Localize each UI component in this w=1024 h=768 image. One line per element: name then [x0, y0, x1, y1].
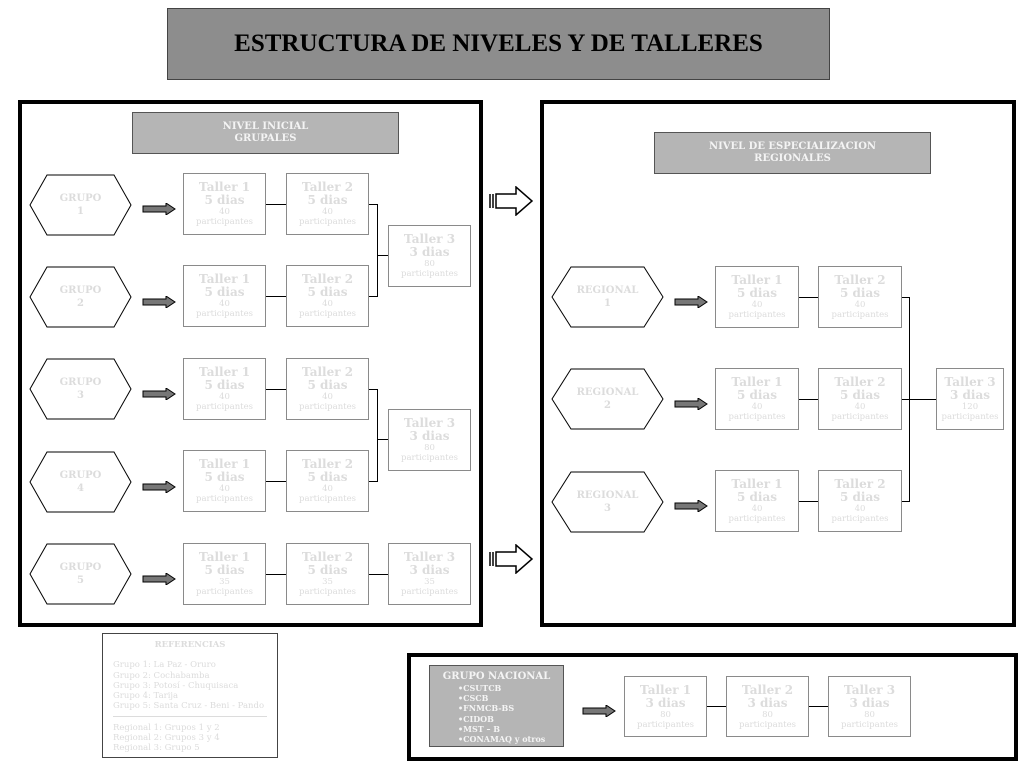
specialization-level-header-line2: REGIONALES — [754, 153, 831, 164]
workshop-count: 80 — [424, 443, 435, 453]
workshop-count: 40 — [854, 402, 866, 412]
workshop-days: 3 dias — [409, 429, 450, 443]
workshop-box — [183, 450, 266, 512]
workshop-unit: participantes — [941, 412, 999, 422]
workshop-box — [388, 409, 471, 471]
connector-line — [266, 389, 286, 390]
workshop-box — [818, 368, 902, 430]
workshop-count: 80 — [864, 709, 875, 720]
workshop-box — [624, 676, 707, 737]
group-label-line1: GRUPO — [59, 562, 102, 573]
group-label — [29, 358, 132, 420]
level-transition-arrow-icon — [489, 186, 534, 216]
group-label-line1: GRUPO — [59, 285, 102, 296]
connector-line — [368, 574, 388, 575]
workshop-box — [183, 173, 266, 235]
workshop-count: 120 — [961, 402, 979, 412]
workshop-name: Taller 2 — [741, 682, 794, 697]
references-title: REFERENCIAS — [154, 640, 226, 650]
workshop-days: 5 dias — [736, 490, 777, 504]
workshop-unit: participantes — [401, 269, 458, 279]
workshop-days: 3 dias — [747, 695, 788, 710]
workshop-box — [286, 265, 369, 327]
workshop-count: 40 — [219, 207, 230, 217]
workshop-unit: participantes — [299, 494, 356, 504]
workshop-count: 35 — [219, 577, 230, 587]
workshop-unit: participantes — [299, 217, 356, 227]
workshop-count: 80 — [424, 259, 435, 269]
initial-level-header-line2: GRUPALES — [234, 133, 297, 144]
workshop-name: Taller 2 — [301, 180, 354, 194]
workshop-count: 40 — [219, 299, 230, 309]
workshop-days: 5 dias — [204, 563, 245, 577]
workshop-count: 80 — [762, 709, 773, 720]
workshop-box — [286, 173, 369, 235]
regional-label — [551, 368, 664, 430]
bracket-line — [377, 255, 388, 256]
workshop-box — [726, 676, 809, 737]
workshop-name: Taller 1 — [731, 375, 783, 389]
workshop-days: 5 dias — [204, 285, 245, 299]
workshop-days: 5 dias — [307, 563, 348, 577]
workshop-count: 40 — [322, 392, 333, 402]
bracket-line — [377, 204, 378, 297]
national-group-box — [429, 665, 564, 747]
workshop-name: Taller 2 — [301, 365, 354, 379]
connector-line — [266, 574, 286, 575]
workshop-box — [388, 543, 471, 605]
flow-arrow-icon — [142, 481, 176, 493]
workshop-box — [286, 543, 369, 605]
bracket-line — [901, 399, 936, 400]
workshop-name: Taller 3 — [403, 416, 456, 430]
workshop-unit: participantes — [831, 514, 889, 524]
regional-label-line2: 1 — [604, 298, 611, 309]
group-label-line1: GRUPO — [59, 377, 102, 388]
national-member: •FNMCB-BS — [458, 703, 515, 714]
reference-item: Regional 2: Grupos 3 y 4 — [113, 733, 220, 744]
group-label-line2: 5 — [77, 575, 84, 586]
reference-item: Grupo 5: Santa Cruz - Beni - Pando — [113, 701, 265, 712]
workshop-unit: participantes — [196, 309, 253, 319]
flow-arrow-icon — [582, 705, 616, 717]
workshop-count: 40 — [322, 299, 333, 309]
regional-label-line1: REGIONAL — [576, 285, 639, 296]
workshop-name: Taller 1 — [639, 682, 692, 697]
workshop-count: 40 — [219, 484, 230, 494]
workshop-box — [183, 265, 266, 327]
connector-line — [798, 501, 819, 502]
workshop-box — [828, 676, 911, 737]
workshop-box — [818, 470, 902, 532]
workshop-unit: participantes — [196, 217, 253, 227]
group-label — [29, 266, 132, 328]
workshop-count: 35 — [424, 577, 435, 587]
workshop-name: Taller 1 — [731, 477, 783, 491]
workshop-name: Taller 2 — [834, 477, 886, 491]
group-label — [29, 174, 132, 236]
workshop-unit: participantes — [299, 402, 356, 412]
initial-level-header-line1: NIVEL INICIAL — [222, 121, 309, 132]
bracket-line — [377, 439, 388, 440]
workshop-days: 3 dias — [409, 245, 450, 259]
workshop-name: Taller 3 — [403, 550, 456, 564]
workshop-count: 40 — [751, 300, 763, 310]
national-group-title: GRUPO NACIONAL — [442, 671, 551, 682]
workshop-days: 3 dias — [849, 695, 890, 710]
group-label-line1: GRUPO — [59, 470, 102, 481]
connector-line — [707, 706, 727, 707]
national-member: •MST – B — [458, 723, 501, 734]
workshop-box — [936, 368, 1004, 430]
connector-line — [266, 296, 286, 297]
workshop-unit: participantes — [299, 309, 356, 319]
workshop-unit: participantes — [196, 587, 253, 597]
group-label — [29, 543, 132, 605]
workshop-name: Taller 1 — [198, 272, 251, 286]
workshop-name: Taller 1 — [198, 550, 251, 564]
reference-item: Regional 1: Grupos 1 y 2 — [113, 722, 220, 733]
workshop-count: 40 — [322, 484, 333, 494]
workshop-days: 5 dias — [204, 193, 245, 207]
flow-arrow-icon — [674, 500, 708, 512]
workshop-name: Taller 1 — [198, 365, 251, 379]
reference-item: Grupo 2: Cochabamba — [113, 670, 210, 681]
workshop-name: Taller 2 — [834, 375, 886, 389]
workshop-count: 40 — [322, 207, 333, 217]
regional-label-line2: 2 — [604, 400, 611, 411]
workshop-name: Taller 1 — [198, 180, 251, 194]
workshop-unit: participantes — [841, 719, 898, 730]
workshop-unit: participantes — [739, 719, 796, 730]
workshop-box — [388, 225, 471, 287]
group-label-line2: 4 — [77, 483, 84, 494]
connector-line — [266, 481, 286, 482]
national-member: •CIDOB — [458, 713, 494, 724]
page-title: ESTRUCTURA DE NIVELES Y DE TALLERES — [167, 8, 830, 80]
workshop-box — [286, 450, 369, 512]
references-box — [102, 633, 278, 758]
workshop-name: Taller 2 — [301, 457, 354, 471]
workshop-days: 5 dias — [736, 388, 777, 402]
workshop-days: 5 dias — [307, 193, 348, 207]
workshop-box — [715, 266, 799, 328]
flow-arrow-icon — [674, 296, 708, 308]
regional-label-line2: 3 — [604, 503, 611, 514]
specialization-level-header — [654, 132, 931, 174]
workshop-days: 5 dias — [307, 378, 348, 392]
workshop-name: Taller 2 — [301, 550, 354, 564]
group-label-line1: GRUPO — [59, 193, 102, 204]
workshop-name: Taller 3 — [843, 682, 896, 697]
flow-arrow-icon — [142, 388, 176, 400]
flow-arrow-icon — [142, 573, 176, 585]
workshop-name: Taller 1 — [198, 457, 251, 471]
workshop-box — [286, 358, 369, 420]
workshop-box — [715, 368, 799, 430]
workshop-days: 5 dias — [204, 378, 245, 392]
reference-item: Regional 3: Grupo 5 — [113, 743, 200, 754]
reference-item: Grupo 3: Potosí - Chuquisaca — [113, 680, 239, 691]
workshop-count: 40 — [854, 300, 866, 310]
national-member: •CSCB — [458, 693, 489, 704]
workshop-box — [818, 266, 902, 328]
regional-label — [551, 471, 664, 533]
workshop-count: 35 — [322, 577, 333, 587]
workshop-days: 3 dias — [645, 695, 686, 710]
workshop-days: 5 dias — [307, 470, 348, 484]
workshop-days: 5 dias — [204, 470, 245, 484]
group-label — [29, 451, 132, 513]
workshop-unit: participantes — [196, 402, 253, 412]
flow-arrow-icon — [674, 398, 708, 410]
workshop-days: 5 dias — [839, 388, 880, 402]
workshop-count: 40 — [854, 504, 866, 514]
flow-arrow-icon — [142, 296, 176, 308]
workshop-unit: participantes — [196, 494, 253, 504]
specialization-level-panel — [540, 100, 1016, 627]
workshop-box — [715, 470, 799, 532]
workshop-unit: participantes — [728, 310, 786, 320]
workshop-days: 5 dias — [307, 285, 348, 299]
regional-label-line1: REGIONAL — [576, 490, 639, 501]
regional-label-line1: REGIONAL — [576, 387, 639, 398]
workshop-unit: participantes — [637, 719, 694, 730]
group-label-line2: 2 — [77, 298, 84, 309]
workshop-count: 40 — [751, 402, 763, 412]
workshop-unit: participantes — [401, 587, 458, 597]
level-transition-arrow-icon — [489, 544, 534, 574]
workshop-name: Taller 2 — [834, 273, 886, 287]
workshop-name: Taller 2 — [301, 272, 354, 286]
workshop-unit: participantes — [728, 514, 786, 524]
flow-arrow-icon — [142, 203, 176, 215]
connector-line — [809, 706, 829, 707]
connector-line — [798, 297, 819, 298]
workshop-box — [183, 543, 266, 605]
national-member: •CONAMAQ y otros — [458, 734, 546, 745]
connector-line — [266, 204, 286, 205]
group-label-line2: 3 — [77, 390, 84, 401]
workshop-unit: participantes — [401, 453, 458, 463]
workshop-unit: participantes — [831, 412, 889, 422]
workshop-days: 5 dias — [839, 490, 880, 504]
workshop-name: Taller 3 — [944, 375, 996, 389]
workshop-name: Taller 1 — [731, 273, 783, 287]
workshop-days: 5 dias — [839, 286, 880, 300]
group-label-line2: 1 — [77, 206, 84, 217]
workshop-unit: participantes — [728, 412, 786, 422]
reference-item: Grupo 1: La Paz - Oruro — [113, 660, 216, 671]
specialization-level-header-line1: NIVEL DE ESPECIALIZACION — [708, 141, 877, 152]
references-divider — [113, 716, 267, 717]
workshop-count: 40 — [751, 504, 763, 514]
initial-level-header — [132, 112, 399, 154]
bracket-line — [377, 389, 378, 482]
workshop-name: Taller 3 — [403, 232, 456, 246]
workshop-unit: participantes — [831, 310, 889, 320]
connector-line — [798, 399, 819, 400]
workshop-unit: participantes — [299, 587, 356, 597]
workshop-count: 80 — [660, 709, 671, 720]
reference-item: Grupo 4: Tarija — [113, 691, 179, 702]
workshop-days: 3 dias — [409, 563, 450, 577]
regional-label — [551, 266, 664, 328]
workshop-count: 40 — [219, 392, 230, 402]
workshop-days: 5 dias — [736, 286, 777, 300]
workshop-days: 3 dias — [949, 388, 990, 402]
workshop-box — [183, 358, 266, 420]
national-member: •CSUTCB — [458, 683, 502, 693]
